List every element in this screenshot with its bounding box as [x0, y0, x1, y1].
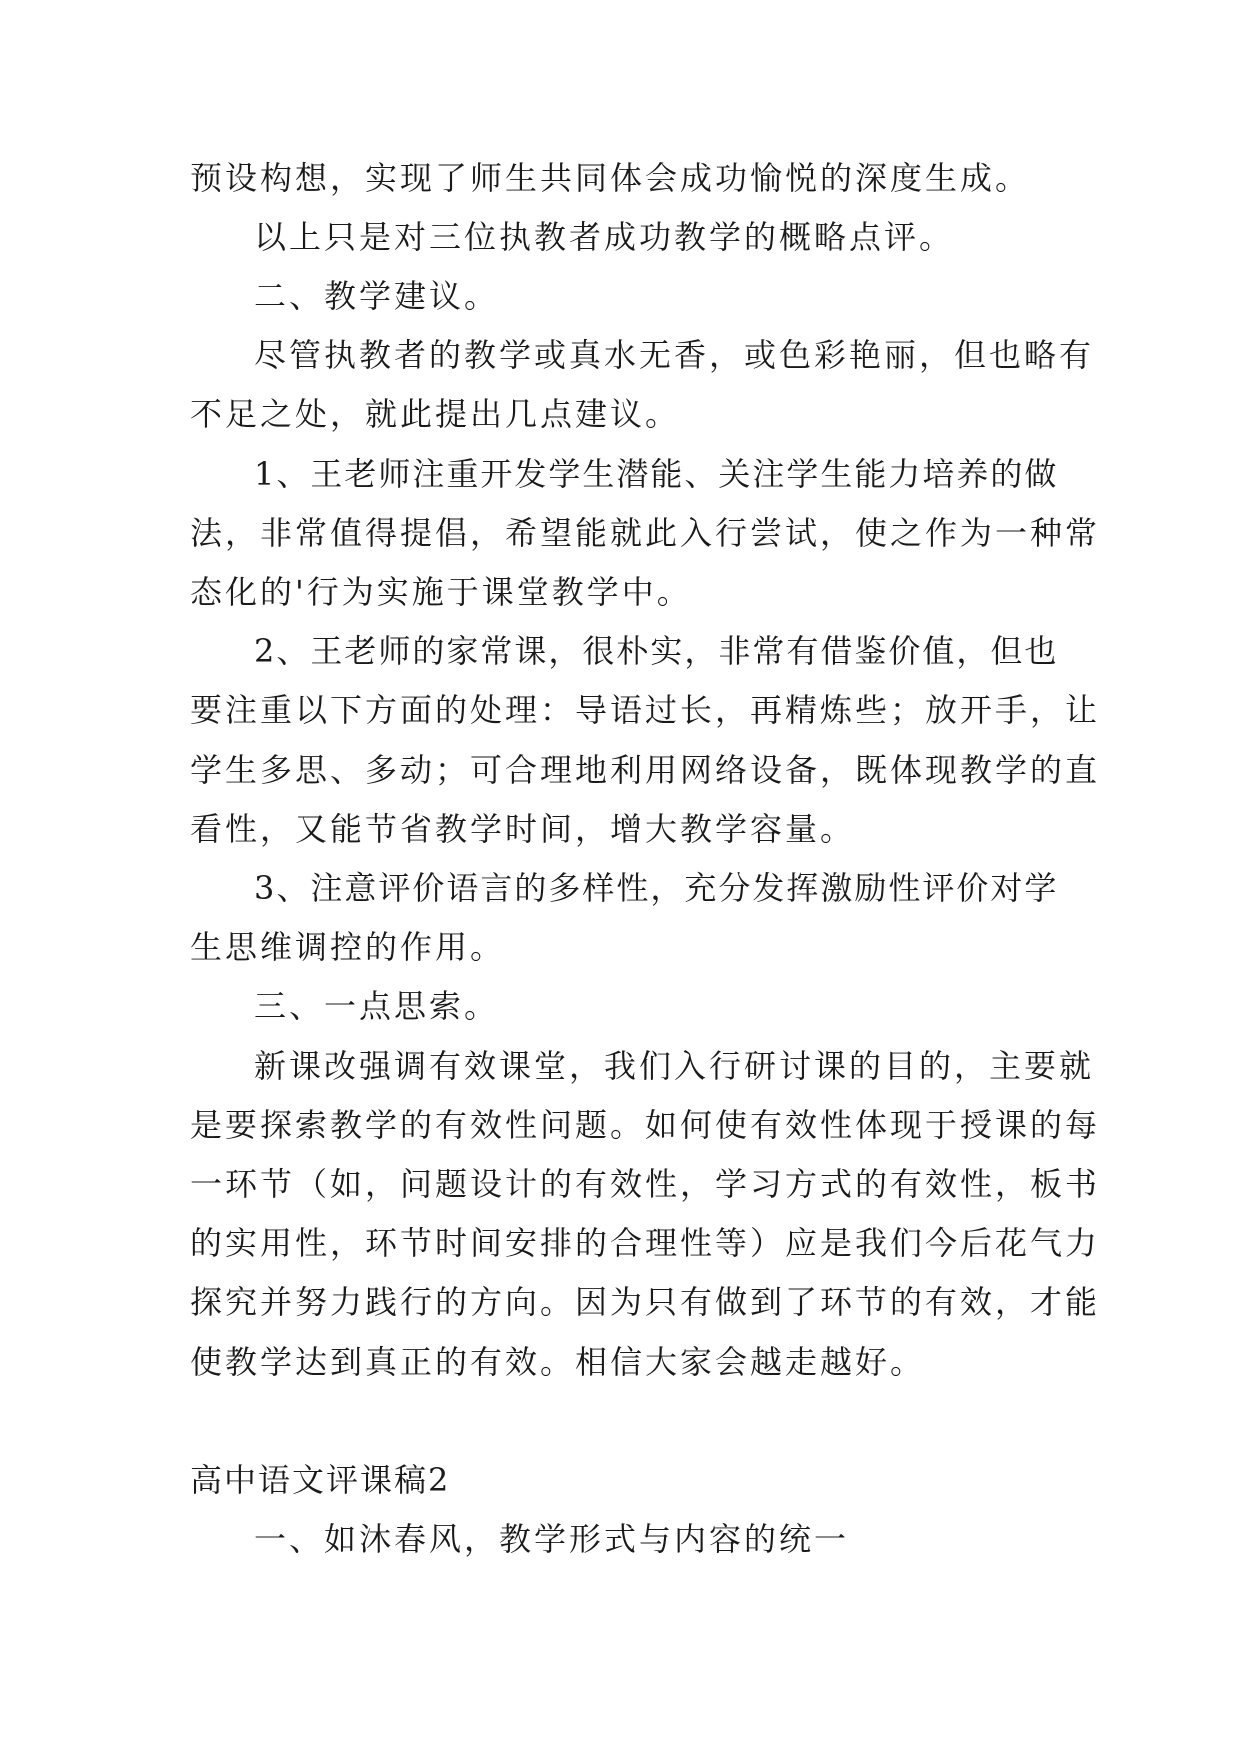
paragraph-line: 1、王老师注重开发学生潜能、关注学生能力培养的做	[254, 455, 1059, 493]
paragraph-line: 生思维调控的作用。	[190, 928, 506, 966]
paragraph-line: 不足之处，就此提出几点建议。	[190, 395, 681, 433]
paragraph-line: 探究并努力践行的方向。因为只有做到了环节的有效，才能	[190, 1283, 1101, 1321]
paragraph-line: 3、注意评价语言的多样性，充分发挥激励性评价对学	[254, 869, 1059, 907]
paragraph-line: 看性，又能节省教学时间，增大教学容量。	[190, 810, 856, 848]
paragraph-line: 态化的'行为实施于课堂教学中。	[190, 573, 692, 611]
section-heading: 二、教学建议。	[254, 277, 500, 315]
document-title: 高中语文评课稿2	[190, 1461, 451, 1499]
paragraph-line: 尽管执教者的教学或真水无香，或色彩艳丽，但也略有	[254, 336, 1095, 374]
paragraph-line: 以上只是对三位执教者成功教学的概略点评。	[254, 218, 955, 256]
paragraph-line: 预设构想，实现了师生共同体会成功愉悦的深度生成。	[190, 159, 1031, 197]
paragraph-line: 新课改强调有效课堂，我们入行研讨课的目的，主要就	[254, 1047, 1095, 1085]
paragraph-line: 法，非常值得提倡，希望能就此入行尝试，使之作为一种常	[190, 514, 1101, 552]
paragraph-line: 使教学达到真正的有效。相信大家会越走越好。	[190, 1343, 926, 1381]
paragraph-line: 学生多思、多动；可合理地利用网络设备，既体现教学的直	[190, 751, 1101, 789]
paragraph-line: 是要探索教学的有效性问题。如何使有效性体现于授课的每	[190, 1106, 1101, 1144]
paragraph-line: 的实用性，环节时间安排的合理性等）应是我们今后花气力	[190, 1224, 1101, 1262]
section-heading: 一、如沐春风，教学形式与内容的统一	[254, 1520, 850, 1558]
paragraph-line: 一环节（如，问题设计的有效性，学习方式的有效性，板书	[190, 1165, 1101, 1203]
paragraph-line: 要注重以下方面的处理：导语过长，再精炼些；放开手，让	[190, 691, 1101, 729]
section-heading: 三、一点思索。	[254, 987, 500, 1025]
paragraph-line: 2、王老师的家常课，很朴实，非常有借鉴价值，但也	[254, 632, 1059, 670]
